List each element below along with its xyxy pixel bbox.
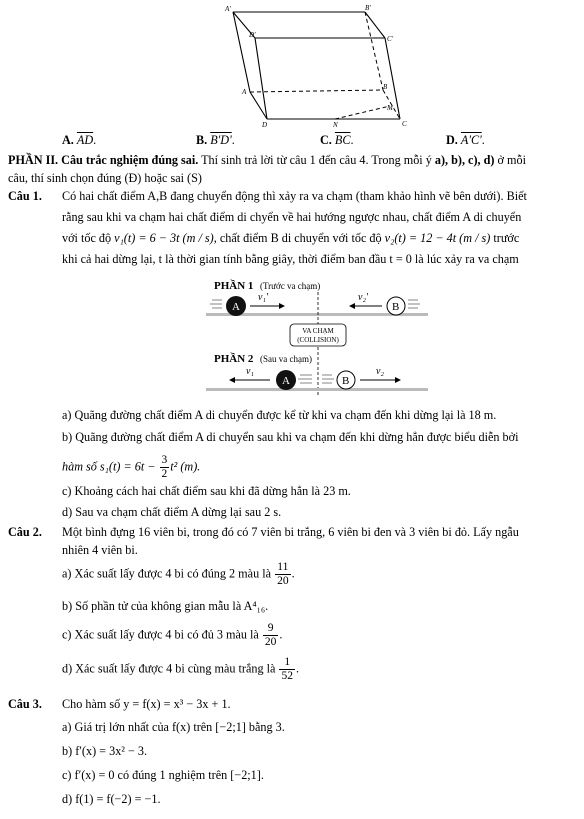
label-C-prime: C' (387, 35, 394, 43)
q1-d[interactable]: d) Sau va chạm chất điểm A dừng lại sau 2 s. (62, 505, 282, 519)
q1-line2: rằng sau khi va chạm hai chất điểm di chyển về hai hướng ngược nhau, chất điểm A di chuyển (62, 210, 522, 224)
q1-b-line2[interactable]: hàm số s₁(t) = 6t − $\frac{3}{2}$ t² (m). (62, 454, 201, 480)
q2-c[interactable]: c) Xác suất lấy được 4 bi có đủ 3 màu là $\frac{9}{20}$ . (62, 622, 283, 648)
label-C: C (402, 120, 407, 128)
p1-title: PHẦN 1 (214, 280, 254, 292)
svg-text:v₂′: v₂′ (358, 292, 369, 303)
q1-c[interactable]: c) Khoảng cách hai chất điểm sau khi đã dừng hẳn là 23 m. (62, 484, 351, 498)
svg-text:A: A (282, 375, 290, 387)
q1-b-line1[interactable]: b) Quãng đường chất điểm A di chuyển sau khi va chạm đến khi dừng hẳn được biểu diễn bởi (62, 430, 519, 444)
svg-text:VA CHẠM: VA CHẠM (302, 327, 334, 335)
q2-line2: nhiên 4 viên bi. (62, 543, 138, 557)
option-d[interactable]: D. A'C'. (446, 133, 485, 147)
label-B: B (383, 83, 388, 91)
q3-label: Câu 3. (8, 697, 42, 711)
svg-text:B: B (392, 301, 400, 313)
p1-subtitle: (Trước va chạm) (260, 281, 321, 291)
q2-b[interactable]: b) Số phần tử của không gian mẫu là A⁴₁₆. (62, 599, 269, 613)
label-D: D (262, 121, 268, 129)
q3-c[interactable]: c) f′(x) = 0 có đúng 1 nghiệm trên [−2;1]. (62, 768, 264, 782)
label-M: M (387, 104, 393, 112)
label-A-prime: A' (225, 5, 231, 13)
svg-text:v₂: v₂ (376, 366, 384, 377)
q3-a[interactable]: a) Giá trị lớn nhất của f(x) trên [−2;1] bằng 3. (62, 720, 285, 734)
q1-line1: Có hai chất điểm A,B đang chuyển động thì xảy ra va chạm (tham khảo hình vẽ bên dưới). Biết (62, 189, 527, 203)
label-B-prime: B' (365, 4, 371, 12)
p2-title: PHẦN 2 (214, 353, 254, 365)
q3-line1: Cho hàm số y = f(x) = x³ − 3x + 1. (62, 697, 231, 711)
fraction-3-2: $\frac{3}{2}$ (161, 454, 168, 480)
q2-a[interactable]: a) Xác suất lấy được 4 bi có đúng 2 màu là $\frac{11}{20}$ . (62, 561, 295, 587)
fraction-1-52: $\frac{1}{52}$ (281, 656, 293, 682)
prism-figure (215, 2, 415, 130)
option-b[interactable]: B. B'D'. (196, 133, 235, 147)
q3-d[interactable]: d) f(1) = f(−2) = −1. (62, 792, 161, 806)
svg-text:v₁: v₁ (246, 366, 254, 377)
label-N: N (333, 121, 338, 129)
svg-text:B: B (342, 375, 350, 387)
label-A: A (242, 88, 247, 96)
q3-b[interactable]: b) f′(x) = 3x² − 3. (62, 744, 148, 758)
q1-a[interactable]: a) Quãng đường chất điểm A di chuyển được kể từ khi va chạm đến khi dừng lại là 18 m. (62, 408, 497, 422)
q1-line4: khi cả hai dừng lại, t là thời gian tính bằng giây, thời điểm ban đầu t = 0 là lúc xảy ra va chạm (62, 252, 519, 266)
option-c[interactable]: C. $\overline{BC}$. (320, 133, 354, 147)
q2-label: Câu 2. (8, 525, 42, 539)
fraction-11-20: $\frac{11}{20}$ (277, 561, 289, 587)
q1-label: Câu 1. (8, 189, 42, 203)
q1-line3: với tốc độ v₁(t) = 6 − 3t (m / s), chất điểm B di chuyển với tốc độ v₂(t) = 12 − 4t (m / s) trước (62, 231, 520, 245)
svg-text:A: A (232, 301, 240, 313)
option-a[interactable]: A. $\overline{AD}$. (62, 133, 97, 147)
q2-d[interactable]: d) Xác suất lấy được 4 bi cùng màu trắng là $\frac{1}{52}$ . (62, 656, 299, 682)
part2-intro-line2: câu, thí sinh chọn đúng (Đ) hoặc sai (S) (8, 171, 202, 185)
fraction-9-20: $\frac{9}{20}$ (264, 622, 277, 648)
q2-line1: Một bình đựng 16 viên bi, trong đó có 7 viên bi trắng, 6 viên bi đen và 3 viên bi đỏ. Lấy ngẫu (62, 525, 519, 539)
p2-subtitle: (Sau va chạm) (260, 354, 312, 364)
label-D-prime: D' (249, 31, 256, 39)
part2-heading: PHẦN II. Câu trắc nghiệm đúng sai. Thí sinh trả lời từ câu 1 đến câu 4. Trong mỗi ý a), b), c), d) ở mỗi (8, 153, 526, 167)
svg-text:(COLLISION): (COLLISION) (297, 336, 339, 344)
collision-figure (200, 276, 440, 401)
svg-text:v₁′: v₁′ (258, 292, 269, 303)
